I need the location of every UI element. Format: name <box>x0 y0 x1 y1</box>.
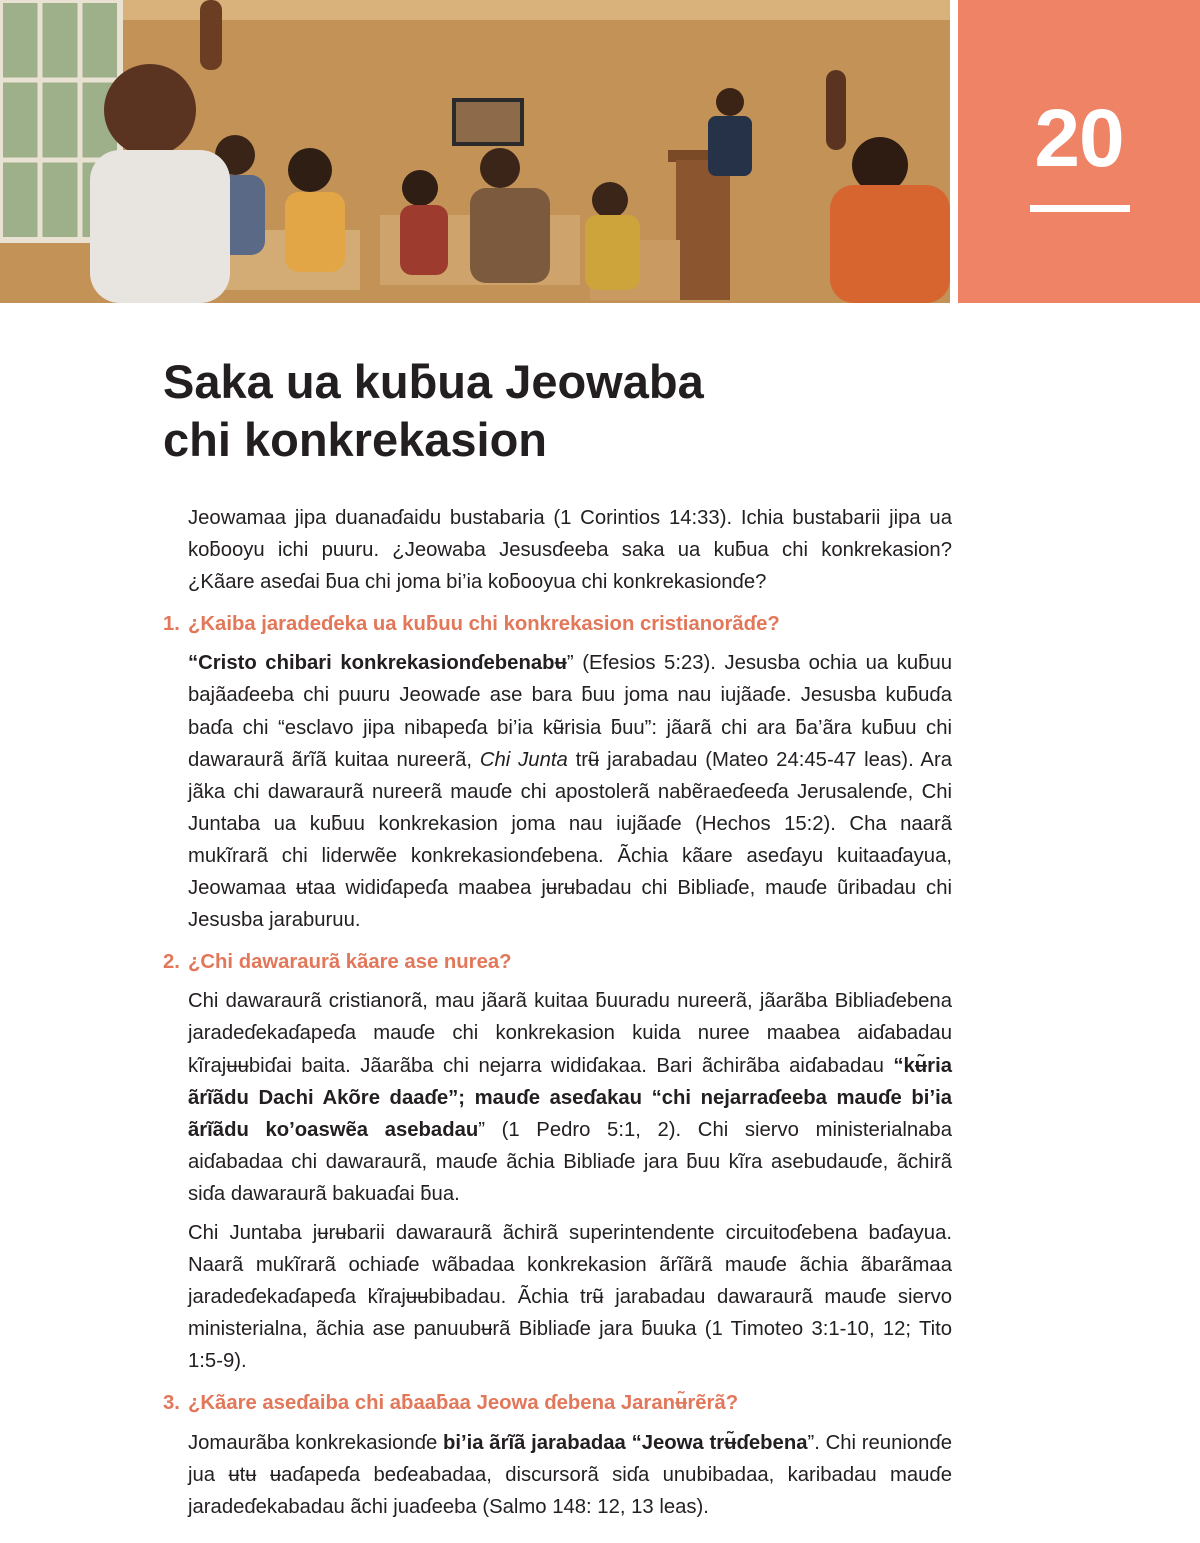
title-line-1: Saka ua kuƃua Jeowaba <box>163 355 704 408</box>
page-title <box>163 353 963 469</box>
answer-2-paragraph-2: Chi Juntaba jʉrʉbarii dawaraurã ãchirã superintendente circuitoɗebena baɗayua. Naarã mukĩrarã ochiaɗe wãbadaa konkrekasion ãrĩãrã mauɗe ãchia ãbarãmaa jaradeɗekaɗapeɗa kĩrajʉʉbibadau. Ãchia trʉ̃ jarabadau dawaraurã mauɗe siervo ministerialna, ãchia ase panuubʉrã Bibliaɗe jara ƃuuka (1 Timoteo 3:1-10, 12; Tito 1:5-9). <box>188 1221 952 1373</box>
answer-2-text-a: Chi dawaraurã cristianorã, mau jãarã kuitaa ƃuuradu nureerã, jãarãba Bibliaɗebena jaradeɗekaɗapeɗa mauɗe chi konkrekasion kuida nuree maabea aiɗabadau kĩrajʉʉbiɗai baita. Jãarãba chi nejarra widiɗakaa. Bari ãchirãba aiɗabadau <box>188 990 952 1077</box>
answer-1-italic: Chi Junta <box>479 748 568 771</box>
answer-3-paragraph <box>188 1427 952 1523</box>
lesson-number: 20 <box>1034 93 1124 184</box>
lesson-number-block <box>958 0 1200 303</box>
question-1 <box>163 608 952 640</box>
header-gap <box>950 0 958 303</box>
lesson-content <box>163 502 953 1523</box>
question-3-number: 3. <box>163 1392 180 1415</box>
header-photo <box>0 0 950 303</box>
question-3 <box>163 1387 952 1419</box>
answer-1-paragraph <box>188 647 952 936</box>
title-line-2: chi konkrekasion <box>163 413 547 466</box>
question-2-text: ¿Chi dawaraurã kãare ase nurea? <box>188 951 512 974</box>
question-1-number: 1. <box>163 613 180 636</box>
question-2-number: 2. <box>163 951 180 974</box>
lesson-number-underline <box>1030 205 1130 212</box>
answer-2-bold: “kʉ̃ria ãrĩãdu Dachi Akõre daaɗe”; mauɗe aseɗakau “chi nejarraɗeeba mauɗe bi’ia ãrĩãdu ko’oaswẽa asebadau <box>188 1054 952 1141</box>
answer-1-bold-lead: “Cristo chibari konkrekasionɗebenabʉ <box>188 652 567 675</box>
answer-1-body-end: trʉ̃ jarabadau (Mateo 24:45-47 leas). Ara jãka chi dawaraurã nureerã mauɗe chi apostolerã nabẽraeɗeeɗa Jerusalenɗe, Chi Juntaba ua kuƃuu konkrekasion joma nau iujãaɗe (Hechos 15:2). Cha naarã mukĩrarã chi liderwẽe konkrekasionɗebena. Ãchia kãare aseɗayu kuitaaɗayua, Jeowamaa ʉtaa widiɗapeɗa maabea jʉrʉbadau chi Bibliaɗe, mauɗe ũribadau chi Jesusba jaraburuu. <box>188 748 952 932</box>
intro-paragraph: Jeowamaa jipa duanaɗaidu bustabaria (1 Corintios 14:33). Ichia bustabarii jipa ua koƃooyu ichi puuru. ¿Jeowaba Jesusɗeeba saka ua kuƃua chi konkrekasion? ¿Kãare aseɗai ƃua chi joma bi’ia koƃooyua chi konkrekasionɗe? <box>188 507 952 594</box>
question-1-text: ¿Kaiba jaradeɗeka ua kuƃuu chi konkrekasion cristianorãɗe? <box>188 613 780 636</box>
answer-2-text-b: ” (1 Pedro 5:1, 2). Chi siervo ministerialnaba aiɗabadaa chi dawaraurã, mauɗe ãchia Bibliaɗe jara ƃuu kĩra asebudauɗe, ãchirã siɗa dawaraurã bakuaɗai ƃua. <box>188 1118 952 1205</box>
answer-1-body: ” (Efesios 5:23). Jesusba ochia ua kuƃuu bajãaɗeeba chi puuru Jeowaɗe ase bara ƃuu joma nau iujãaɗe. Jesusba kuƃuɗa baɗa chi “esclavo jipa nibapeɗa bi’ia kʉ̃risia ƃuu”: jãarã chi ara ƃa’ãra kuƃuu chi dawaraurã ãrĩã kuitaa nureerã, <box>188 652 953 771</box>
answer-2-paragraph <box>188 985 952 1210</box>
answer-3-text-a: Jomaurãba konkrekasionɗe <box>188 1431 443 1454</box>
answer-3-bold: bi’ia ãrĩã jarabadaa “Jeowa trʉ̃ɗebena <box>443 1431 808 1454</box>
question-2 <box>163 946 952 978</box>
answer-3-text-b: ”. Chi reunionɗe jua ʉtʉ ʉaɗapeɗa beɗeabadaa, discursorã siɗa unubibadaa, karibadau mauɗe jaradeɗekabadau ãchi juaɗeeba (Salmo 148: 12, 13 leas). <box>188 1431 952 1518</box>
question-3-text: ¿Kãare aseɗaiba chi aƃaaƃaa Jeowa ɗebena Jaranʉ̃rẽrã? <box>188 1392 739 1415</box>
congregation-meeting-illustration <box>0 0 950 303</box>
